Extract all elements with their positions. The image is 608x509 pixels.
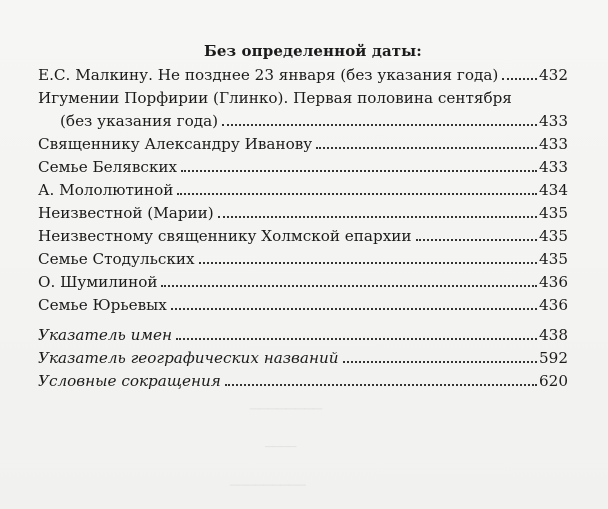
toc-entry-title: Указатель географических названий: [38, 349, 339, 367]
toc-entry-title: А. Мололютиной: [38, 181, 174, 199]
toc-entry-title: О. Шумилиной: [38, 273, 158, 291]
section-heading: Без определенной даты:: [204, 42, 422, 60]
section-gap: [38, 317, 568, 324]
toc-entry-title: Неизвестному священнику Холмской епархии: [38, 227, 412, 245]
toc-entry[interactable]: [38, 156, 568, 179]
toc-entry[interactable]: [38, 294, 568, 317]
toc-entry-title: Неизвестной (Марии): [38, 204, 214, 222]
toc-entry-page: 436: [539, 296, 568, 314]
dot-leader: [316, 147, 537, 149]
dot-leader: [161, 285, 537, 287]
bleed-through-decoration-3: ─────────: [230, 478, 306, 494]
toc-entry-page: 433: [539, 135, 568, 153]
toc-entry[interactable]: [38, 202, 568, 225]
toc-entry-page: 435: [539, 250, 568, 268]
toc-index-entry[interactable]: [38, 370, 568, 393]
toc-entry-title: Семье Юрьевых: [38, 296, 167, 314]
toc-entry-title: Священнику Александру Иванову: [38, 135, 313, 153]
bleed-through-decoration-2: ────: [265, 440, 297, 455]
dot-leader: [225, 384, 537, 386]
dot-leader: [222, 124, 537, 126]
toc-entry[interactable]: [38, 133, 568, 156]
bleed-through-decoration: ────────: [250, 400, 323, 418]
toc-entry-title: Е.С. Малкину. Не позднее 23 января (без указания года): [38, 66, 499, 84]
toc-entry-page: 620: [539, 372, 568, 390]
dot-leader: [199, 262, 537, 264]
toc-entry-page: 435: [539, 204, 568, 222]
toc-entry-title: Указатель имен: [38, 326, 172, 344]
toc-entry-page: 592: [539, 349, 568, 367]
toc-entry-page: 435: [539, 227, 568, 245]
toc-entry-title-cont: (без указания года): [60, 112, 219, 130]
dot-leader: [177, 193, 537, 195]
toc-entry[interactable]: [38, 271, 568, 294]
toc-entry-continuation: [38, 110, 568, 133]
toc-entry-title: Семье Стодульских: [38, 250, 195, 268]
dot-leader: [218, 216, 537, 218]
dot-leader: [176, 338, 537, 340]
dot-leader: [171, 308, 537, 310]
toc-entry-page: 433: [539, 158, 568, 176]
toc-entry[interactable]: [38, 179, 568, 202]
toc-entry[interactable]: [38, 87, 568, 133]
toc-index-entry[interactable]: [38, 324, 568, 347]
toc-entry-page: 438: [539, 326, 568, 344]
toc-entry-title: Семье Белявских: [38, 158, 178, 176]
toc-entry-page: 432: [539, 66, 568, 84]
toc-index-entry[interactable]: [38, 347, 568, 370]
toc-entry[interactable]: [38, 64, 568, 87]
toc-entry-title: Игумении Порфирии (Глинко). Первая половина сентября: [38, 89, 512, 107]
toc-entry[interactable]: [38, 248, 568, 271]
toc-entry[interactable]: [38, 225, 568, 248]
toc-entry-page: 436: [539, 273, 568, 291]
dot-leader: [416, 239, 537, 241]
dot-leader: [343, 361, 537, 363]
toc-entry-page: 433: [539, 112, 568, 130]
toc-entry-page: 434: [539, 181, 568, 199]
dot-leader: [502, 78, 537, 80]
table-of-contents: [38, 64, 568, 393]
dot-leader: [181, 170, 537, 172]
toc-entry-title: Условные сокращения: [38, 372, 221, 390]
